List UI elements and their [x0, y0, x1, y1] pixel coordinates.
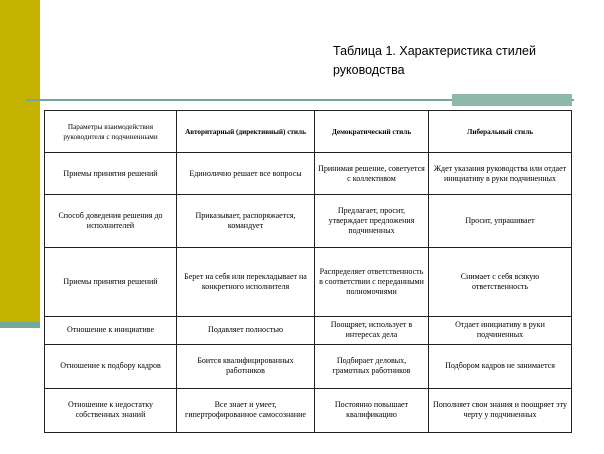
authoritarian-cell: Берет на себя или перекладывает на конкретного исполнителя — [177, 248, 315, 316]
authoritarian-cell: Боится квалифицированных работников — [177, 344, 315, 388]
left-accent-bar — [0, 0, 40, 322]
table-row — [45, 388, 572, 432]
header-cell-parameters: Параметры взаимодействия руководителя с подчиненными — [45, 111, 177, 153]
divider-accent-block — [452, 94, 572, 106]
row-label-cell: Отношение к инициативе — [45, 316, 177, 344]
democratic-cell: Предлагает, просит, утверждает предложения подчиненных — [315, 195, 429, 248]
authoritarian-cell: Приказывает, распоряжается, командует — [177, 195, 315, 248]
democratic-cell: Постоянно повышает квалификацию — [315, 388, 429, 432]
header-cell-liberal: Либеральный стиль — [429, 111, 572, 153]
table-header-row — [45, 111, 572, 153]
row-label-cell: Приемы принятия решений — [45, 153, 177, 195]
authoritarian-cell: Единолично решает все вопросы — [177, 153, 315, 195]
table-row — [45, 153, 572, 195]
slide-title: Таблица 1. Характеристика стилей руководства — [333, 44, 536, 77]
header-cell-democratic: Демократический стиль — [315, 111, 429, 153]
row-label-cell: Отношение к подбору кадров — [45, 344, 177, 388]
liberal-cell: Просит, упрашивает — [429, 195, 572, 248]
democratic-cell: Распределяет ответственность в соответствии с переданными полномочиями — [315, 248, 429, 316]
democratic-cell: Принимая решение, советуется с коллективом — [315, 153, 429, 195]
table-row — [45, 195, 572, 248]
authoritarian-cell: Подавляет полностью — [177, 316, 315, 344]
table-row — [45, 344, 572, 388]
democratic-cell: Подбирает деловых, грамотных работников — [315, 344, 429, 388]
table-row — [45, 248, 572, 316]
liberal-cell: Отдает инициативу в руки подчиненных — [429, 316, 572, 344]
table-row — [45, 316, 572, 344]
democratic-cell: Поощряет, использует в интересах дела — [315, 316, 429, 344]
row-label-cell: Способ доведения решения до исполнителей — [45, 195, 177, 248]
leadership-styles-table — [44, 110, 572, 433]
authoritarian-cell: Все знает и умеет, гипертрофированное самосознание — [177, 388, 315, 432]
liberal-cell: Ждет указания руководства или отдает инициативу в руки подчиненных — [429, 153, 572, 195]
row-label-cell: Приемы принятия решений — [45, 248, 177, 316]
liberal-cell: Пополняет свои знания и поощряет эту черту у подчиненных — [429, 388, 572, 432]
row-label-cell: Отношение к недостатку собственных знаний — [45, 388, 177, 432]
header-cell-authoritarian: Авторитарный (директивный) стиль — [177, 111, 315, 153]
liberal-cell: Снимает с себя всякую ответственность — [429, 248, 572, 316]
left-accent-stripe — [0, 322, 40, 328]
liberal-cell: Подбором кадров не занимается — [429, 344, 572, 388]
